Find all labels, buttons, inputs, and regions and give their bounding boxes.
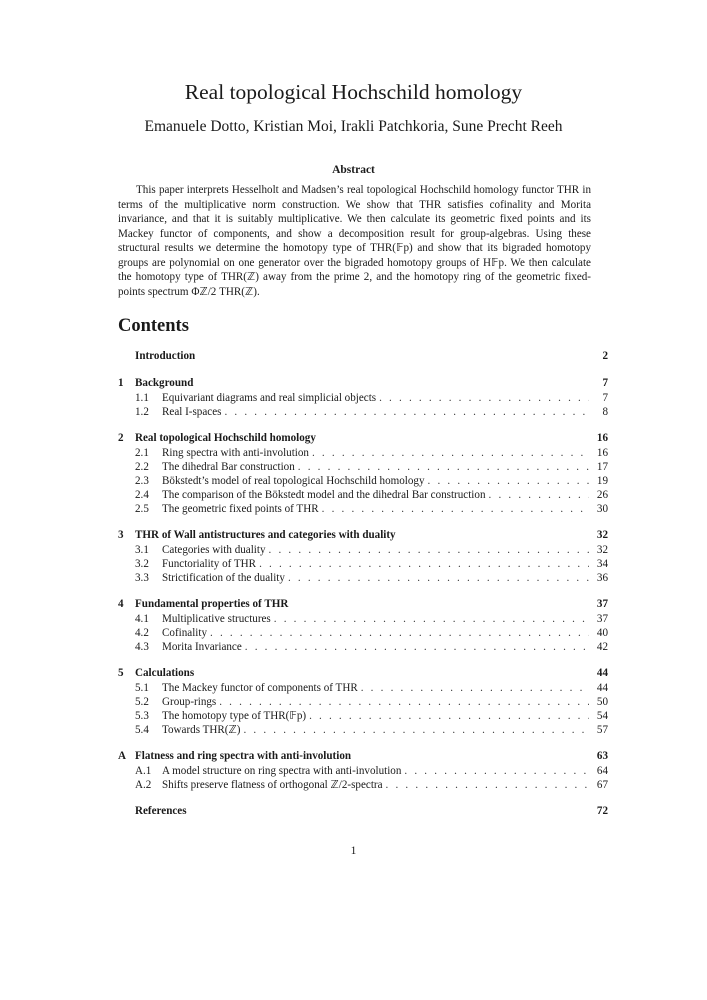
toc-entry-page: 34 <box>596 558 608 570</box>
toc-entry-title: Real I-spaces <box>162 406 222 418</box>
toc-entry-page: 16 <box>596 447 608 459</box>
toc-entry-number: 3.3 <box>135 572 149 584</box>
toc-entry-number: 1 <box>118 377 124 389</box>
toc-entry-page: 57 <box>596 724 608 736</box>
toc-entry-title: Calculations <box>135 667 195 679</box>
toc-entry-number: 5.2 <box>135 696 149 708</box>
toc-entry-title: A model structure on ring spectra with anti-involution <box>162 765 402 777</box>
toc-entry-title: Functoriality of THR <box>162 558 257 570</box>
toc-entry-page: 42 <box>596 641 608 653</box>
toc-entry-page: 8 <box>602 406 608 418</box>
toc-entry-page: 26 <box>596 489 608 501</box>
toc-entry-title: Cofinality <box>162 627 207 639</box>
toc-section-entry[interactable] <box>118 597 608 611</box>
toc-dot-leader <box>309 709 589 723</box>
toc-entry-number: A <box>118 750 127 762</box>
toc-subsection-entry[interactable] <box>118 488 608 502</box>
toc-entry-number: 3.2 <box>135 558 149 570</box>
toc-entry-number: 2.4 <box>135 489 149 501</box>
toc-entry-title: The dihedral Bar construction <box>162 461 295 473</box>
toc-subsection-entry[interactable] <box>118 695 608 709</box>
toc-subsection-entry[interactable] <box>118 764 608 778</box>
toc-subsection-entry[interactable] <box>118 474 608 488</box>
toc-subsection-entry[interactable] <box>118 557 608 571</box>
toc-subsection-entry[interactable] <box>118 543 608 557</box>
toc-entry-page: 37 <box>596 598 608 610</box>
toc-dot-leader <box>269 543 589 557</box>
toc-entry-number: 5 <box>118 667 124 679</box>
toc-entry-page: 2 <box>602 350 608 362</box>
toc-section-entry[interactable] <box>118 666 608 680</box>
toc-subsection-entry[interactable] <box>118 502 608 516</box>
toc-entry-number: 1.2 <box>135 406 149 418</box>
toc-entry-title: Background <box>135 377 194 389</box>
toc-dot-leader <box>298 460 589 474</box>
toc-entry-title: The Mackey functor of components of THR <box>162 682 358 694</box>
toc-entry-number: A.2 <box>135 779 152 791</box>
toc-entry-page: 72 <box>596 805 608 817</box>
toc-entry-number: 5.1 <box>135 682 149 694</box>
toc-entry-page: 30 <box>596 503 608 515</box>
toc-entry-title: The geometric fixed points of THR <box>162 503 319 515</box>
toc-entry-number: 3.1 <box>135 544 149 556</box>
toc-entry-number: 4.2 <box>135 627 149 639</box>
toc-dot-leader <box>224 405 589 419</box>
toc-entry-page: 7 <box>602 392 608 404</box>
toc-entry-number: A.1 <box>135 765 152 777</box>
toc-subsection-entry[interactable] <box>118 460 608 474</box>
toc-entry-page: 17 <box>596 461 608 473</box>
toc-entry-title: Real topological Hochschild homology <box>135 432 316 444</box>
toc-entry-title: Morita Invariance <box>162 641 242 653</box>
toc-dot-leader <box>259 557 589 571</box>
toc-entry-number: 1.1 <box>135 392 149 404</box>
toc-entry-number: 4 <box>118 598 124 610</box>
contents-heading: Contents <box>118 316 189 336</box>
toc-section-entry[interactable] <box>118 376 608 390</box>
toc-section-entry[interactable] <box>118 749 608 763</box>
toc-section-entry[interactable] <box>118 804 608 818</box>
toc-dot-leader <box>379 391 589 405</box>
toc-dot-leader <box>210 626 589 640</box>
toc-dot-leader <box>274 612 589 626</box>
page-number: 1 <box>350 845 357 857</box>
toc-subsection-entry[interactable] <box>118 626 608 640</box>
toc-entry-title: Strictification of the duality <box>162 572 285 584</box>
toc-dot-leader <box>312 446 589 460</box>
toc-entry-number: 2.5 <box>135 503 149 515</box>
toc-entry-title: Towards THR(ℤ) <box>162 724 241 736</box>
toc-subsection-entry[interactable] <box>118 640 608 654</box>
toc-section-entry[interactable] <box>118 431 608 445</box>
paper-authors: Emanuele Dotto, Kristian Moi, Irakli Patchkoria, Sune Precht Reeh <box>144 118 563 135</box>
toc-entry-title: Ring spectra with anti-involution <box>162 447 309 459</box>
toc-entry-number: 4.3 <box>135 641 149 653</box>
toc-dot-leader <box>245 640 589 654</box>
toc-entry-page: 19 <box>596 475 608 487</box>
toc-subsection-entry[interactable] <box>118 778 608 792</box>
toc-dot-leader <box>243 723 589 737</box>
toc-entry-number: 5.4 <box>135 724 149 736</box>
toc-entry-page: 44 <box>596 667 608 679</box>
toc-entry-title: Equivariant diagrams and real simplicial objects <box>162 392 377 404</box>
toc-entry-title: THR of Wall antistructures and categories with duality <box>135 529 396 541</box>
abstract-text: This paper interprets Hesselholt and Madsen’s real topological Hochschild homology functor THR in terms of the multiplicative norm construction. We show that THR satisfies cofinality and Morita invariance, and that it is suitably multiplicative. We then calculate its geometric fixed points and its Mackey functor of components, and show a decomposition result for group-algebras. Using these structural results we determine the homotopy type of THR(𝔽p) and show that its bigraded homotopy groups are polynomial on one generator over the bigraded homotopy groups of H𝔽p. We then calculate the homotopy type of THR(ℤ) away from the prime 2, and the homotopy ring of the geometric fixed-points spectrum Φℤ/2 THR(ℤ). <box>118 184 591 298</box>
toc-entry-title: Flatness and ring spectra with anti-involution <box>135 750 352 762</box>
toc-section-entry[interactable] <box>118 349 608 363</box>
toc-entry-number: 2 <box>118 432 124 444</box>
toc-entry-title: Categories with duality <box>162 544 266 556</box>
toc-dot-leader <box>386 778 589 792</box>
toc-dot-leader <box>361 681 589 695</box>
toc-entry-title: The comparison of the Bökstedt model and the dihedral Bar construction <box>162 489 486 501</box>
toc-entry-page: 63 <box>596 750 608 762</box>
toc-subsection-entry[interactable] <box>118 446 608 460</box>
toc-entry-page: 67 <box>596 779 608 791</box>
toc-subsection-entry[interactable] <box>118 391 608 405</box>
toc-entry-page: 32 <box>596 529 608 541</box>
toc-entry-number: 2.2 <box>135 461 149 473</box>
toc-entry-page: 50 <box>596 696 608 708</box>
toc-entry-title: Bökstedt’s model of real topological Hochschild homology <box>162 475 425 487</box>
toc-entry-number: 2.3 <box>135 475 149 487</box>
toc-dot-leader <box>219 695 589 709</box>
toc-section-entry[interactable] <box>118 528 608 542</box>
toc-entry-number: 3 <box>118 529 124 541</box>
toc-entry-title: References <box>135 805 187 817</box>
toc-dot-leader <box>322 502 589 516</box>
toc-subsection-entry[interactable] <box>118 405 608 419</box>
toc-entry-page: 54 <box>596 710 608 722</box>
toc-entry-title: Group-rings <box>162 696 217 708</box>
toc-entry-page: 37 <box>596 613 608 625</box>
toc-subsection-entry[interactable] <box>118 571 608 585</box>
paper-title: Real topological Hochschild homology <box>184 80 523 104</box>
toc-entry-title: Shifts preserve flatness of orthogonal ℤ/2-spectra <box>162 779 383 791</box>
toc-entry-number: 5.3 <box>135 710 149 722</box>
toc-entry-page: 44 <box>596 682 608 694</box>
toc-entry-page: 40 <box>596 627 608 639</box>
toc-entry-number: 2.1 <box>135 447 149 459</box>
toc-entry-title: The homotopy type of THR(𝔽p) <box>162 710 307 722</box>
toc-entry-page: 32 <box>596 544 608 556</box>
toc-dot-leader <box>288 571 589 585</box>
toc-entry-page: 7 <box>602 377 608 389</box>
toc-entry-title: Introduction <box>135 350 196 362</box>
abstract-heading: Abstract <box>332 164 375 176</box>
toc-entry-page: 64 <box>596 765 608 777</box>
toc-subsection-entry[interactable] <box>118 612 608 626</box>
toc-dot-leader <box>404 764 589 778</box>
toc-entry-number: 4.1 <box>135 613 149 625</box>
toc-dot-leader <box>428 474 589 488</box>
toc-subsection-entry[interactable] <box>118 681 608 695</box>
toc-entry-title: Multiplicative structures <box>162 613 271 625</box>
toc-entry-page: 36 <box>596 572 608 584</box>
toc-subsection-entry[interactable] <box>118 709 608 723</box>
toc-dot-leader <box>489 488 590 502</box>
toc-subsection-entry[interactable] <box>118 723 608 737</box>
toc-entry-page: 16 <box>596 432 608 444</box>
toc-entry-title: Fundamental properties of THR <box>135 598 289 610</box>
